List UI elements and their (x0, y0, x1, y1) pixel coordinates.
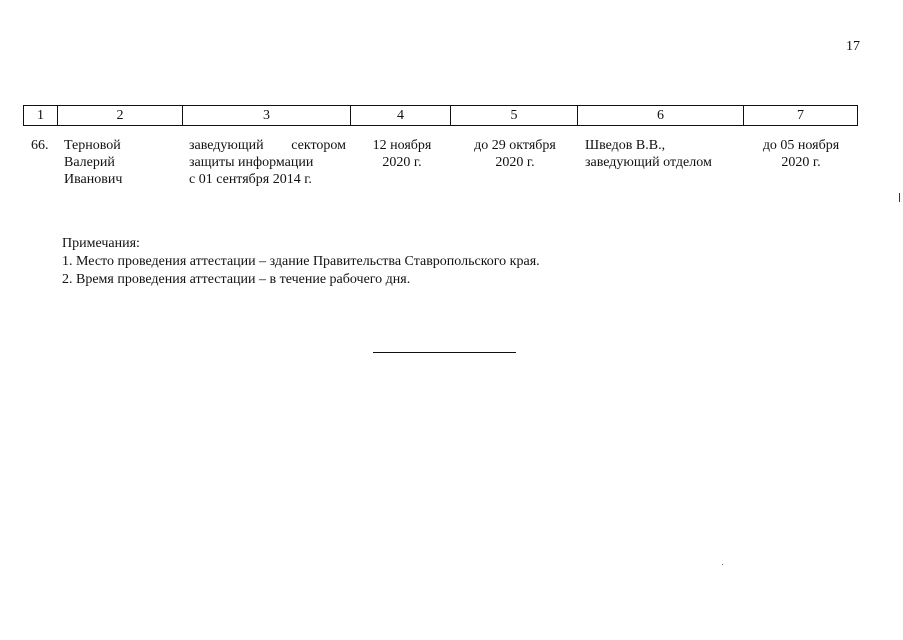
position-line-2: защиты информации (189, 155, 314, 170)
employee-surname: Терновой (64, 138, 121, 153)
responsible-name: Шведов В.В., (585, 138, 666, 153)
header-col-2: 2 (58, 106, 183, 126)
attestation-date-line-1: 12 ноября (372, 138, 432, 153)
documents-deadline (455, 137, 575, 171)
position-word-1: заведующий (189, 138, 264, 153)
position-line-3: с 01 сентября 2014 г. (189, 172, 312, 187)
end-divider (373, 352, 516, 353)
notes-title: Примечания: (62, 236, 140, 251)
position-line-1 (189, 137, 346, 154)
note-item: 2. Время проведения аттестации – в течение рабочего дня. (62, 272, 411, 287)
header-col-7: 7 (744, 106, 858, 126)
header-col-5: 5 (451, 106, 578, 126)
header-col-6: 6 (578, 106, 744, 126)
employee-patronymic: Иванович (64, 172, 123, 187)
scan-speck (722, 564, 723, 565)
note-item: 1. Место проведения аттестации – здание Правительства Ставропольского края. (62, 254, 540, 269)
final-deadline-line-2: 2020 г. (781, 155, 821, 170)
employee-name (64, 137, 179, 188)
column-number-header (23, 105, 858, 126)
header-col-3: 3 (183, 106, 351, 126)
responsible-title: заведующий отделом (585, 155, 712, 170)
attestation-date-line-2: 2020 г. (382, 155, 422, 170)
employee-first-name: Валерий (64, 155, 115, 170)
final-deadline (745, 137, 857, 171)
documents-deadline-line-2: 2020 г. (495, 155, 535, 170)
documents-deadline-line-1: до 29 октября (474, 138, 556, 153)
responsible-person (585, 137, 745, 171)
employee-position (189, 137, 346, 188)
row-number: 66. (31, 138, 49, 153)
notes (62, 235, 540, 289)
attestation-date (352, 137, 452, 171)
position-word-2: сектором (291, 138, 346, 153)
header-col-4: 4 (351, 106, 451, 126)
scan-edge-mark (899, 193, 900, 202)
final-deadline-line-1: до 05 ноября (762, 138, 840, 153)
header-col-1: 1 (24, 106, 58, 126)
page-number: 17 (846, 39, 860, 54)
